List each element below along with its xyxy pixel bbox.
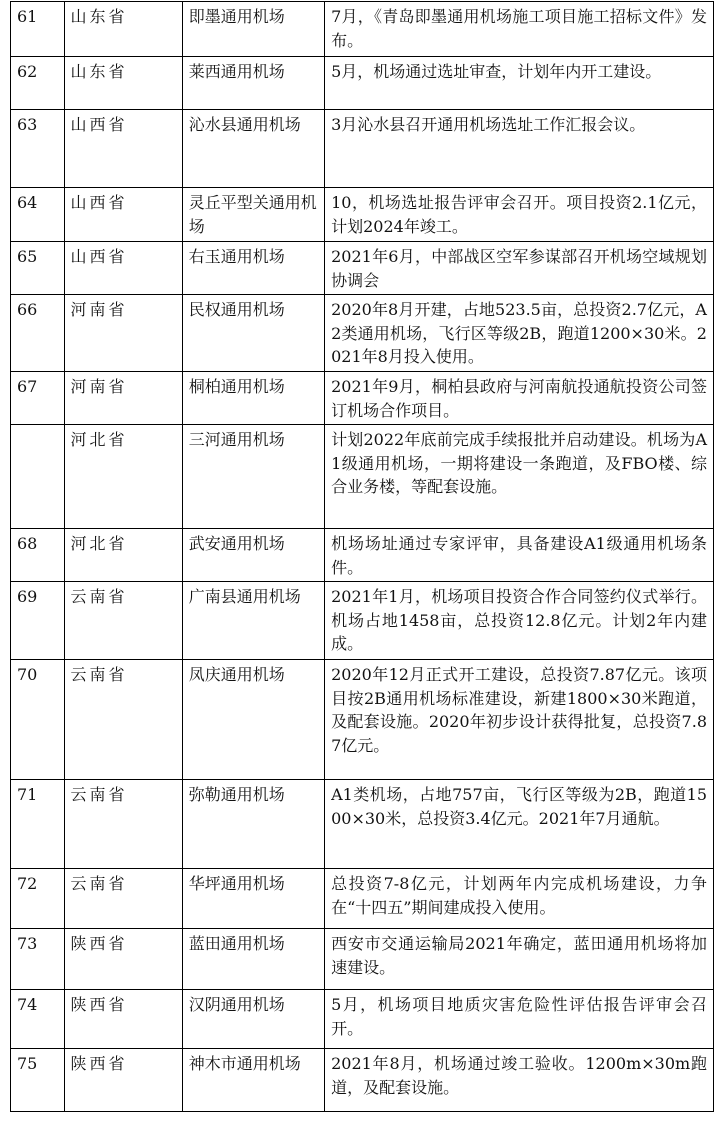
description-cell: A1类机场，占地757亩，飞行区等级为2B，跑道1500×30米，总投资3.4亿元。2021年7月通航。 [325, 780, 714, 869]
airport-name-cell: 华坪通用机场 [182, 869, 324, 929]
airport-name-cell: 弥勒通用机场 [182, 780, 324, 869]
description-cell: 3月沁水县召开通用机场选址工作汇报会议。 [325, 110, 714, 188]
airport-name-cell: 凤庆通用机场 [182, 660, 324, 780]
province-cell: 陕西省 [64, 929, 182, 990]
description-cell: 计划2022年底前完成手续报批并启动建设。机场为A1级通用机场，一期将建设一条跑道，及FBO楼、综合业务楼，等配套设施。 [325, 425, 714, 529]
province-cell: 陕西省 [64, 990, 182, 1049]
table-row [11, 110, 714, 188]
province-cell: 云南省 [64, 582, 182, 660]
description-cell: 10，机场选址报告评审会召开。项目投资2.1亿元，计划2024年竣工。 [325, 188, 714, 242]
description-cell: 总投资7-8亿元，计划两年内完成机场建设，力争在“十四五”期间建成投入使用。 [325, 869, 714, 929]
table-row [11, 869, 714, 929]
description-cell: 2020年12月正式开工建设，总投资7.87亿元。该项目按2B通用机场标准建设，新建1800×30米跑道，及配套设施。2020年初步设计获得批复，总投资7.87亿元。 [325, 660, 714, 780]
description-cell: 西安市交通运输局2021年确定，蓝田通用机场将加速建设。 [325, 929, 714, 990]
row-number: 67 [11, 372, 65, 425]
province-cell: 云南省 [64, 869, 182, 929]
airport-name-cell: 蓝田通用机场 [182, 929, 324, 990]
table-row [11, 582, 714, 660]
province-cell: 山西省 [64, 242, 182, 295]
table-row [11, 57, 714, 110]
province-cell: 陕西省 [64, 1049, 182, 1112]
description-cell: 2020年8月开建，占地523.5亩，总投资2.7亿元，A2类通用机场，飞行区等级2B，跑道1200×30米。2021年8月投入使用。 [325, 295, 714, 372]
description-cell: 机场场址通过专家评审，具备建设A1级通用机场条件。 [325, 529, 714, 582]
airport-name-cell: 桐柏通用机场 [182, 372, 324, 425]
province-cell: 河北省 [64, 529, 182, 582]
airport-name-cell: 即墨通用机场 [182, 2, 324, 57]
airport-name-cell: 汉阴通用机场 [182, 990, 324, 1049]
row-number [11, 425, 65, 529]
row-number: 70 [11, 660, 65, 780]
row-number: 75 [11, 1049, 65, 1112]
table-row [11, 2, 714, 57]
table-row [11, 780, 714, 869]
table-row [11, 425, 714, 529]
row-number: 72 [11, 869, 65, 929]
table-row [11, 295, 714, 372]
province-cell: 云南省 [64, 780, 182, 869]
row-number: 69 [11, 582, 65, 660]
row-number: 64 [11, 188, 65, 242]
airport-name-cell: 沁水县通用机场 [182, 110, 324, 188]
airport-name-cell: 右玉通用机场 [182, 242, 324, 295]
row-number: 62 [11, 57, 65, 110]
table-row [11, 929, 714, 990]
airport-table [10, 1, 714, 1112]
table-row [11, 529, 714, 582]
airport-name-cell: 莱西通用机场 [182, 57, 324, 110]
airport-name-cell: 武安通用机场 [182, 529, 324, 582]
airport-name-cell: 广南县通用机场 [182, 582, 324, 660]
row-number: 71 [11, 780, 65, 869]
description-cell: 2021年6月，中部战区空军参谋部召开机场空域规划协调会 [325, 242, 714, 295]
airport-name-cell: 三河通用机场 [182, 425, 324, 529]
row-number: 61 [11, 2, 65, 57]
description-cell: 5月，机场通过选址审查，计划年内开工建设。 [325, 57, 714, 110]
airport-name-cell: 神木市通用机场 [182, 1049, 324, 1112]
row-number: 63 [11, 110, 65, 188]
airport-name-cell: 民权通用机场 [182, 295, 324, 372]
description-cell: 2021年1月，机场项目投资合作合同签约仪式举行。机场占地1458亩，总投资12.8亿元。计划2年内建成。 [325, 582, 714, 660]
province-cell: 山东省 [64, 2, 182, 57]
province-cell: 山西省 [64, 110, 182, 188]
table-row [11, 242, 714, 295]
description-cell: 7月，《青岛即墨通用机场施工项目施工招标文件》发布。 [325, 2, 714, 57]
table-row [11, 372, 714, 425]
row-number: 66 [11, 295, 65, 372]
description-cell: 2021年9月，桐柏县政府与河南航投通航投资公司签订机场合作项目。 [325, 372, 714, 425]
row-number: 65 [11, 242, 65, 295]
province-cell: 河南省 [64, 372, 182, 425]
description-cell: 5月，机场项目地质灾害危险性评估报告评审会召开。 [325, 990, 714, 1049]
province-cell: 云南省 [64, 660, 182, 780]
table-row [11, 1049, 714, 1112]
airport-name-cell: 灵丘平型关通用机场 [182, 188, 324, 242]
province-cell: 河北省 [64, 425, 182, 529]
table-row [11, 660, 714, 780]
province-cell: 山东省 [64, 57, 182, 110]
row-number: 73 [11, 929, 65, 990]
table-row [11, 188, 714, 242]
province-cell: 河南省 [64, 295, 182, 372]
row-number: 68 [11, 529, 65, 582]
row-number: 74 [11, 990, 65, 1049]
province-cell: 山西省 [64, 188, 182, 242]
table-row [11, 990, 714, 1049]
description-cell: 2021年8月，机场通过竣工验收。1200m×30m跑道，及配套设施。 [325, 1049, 714, 1112]
